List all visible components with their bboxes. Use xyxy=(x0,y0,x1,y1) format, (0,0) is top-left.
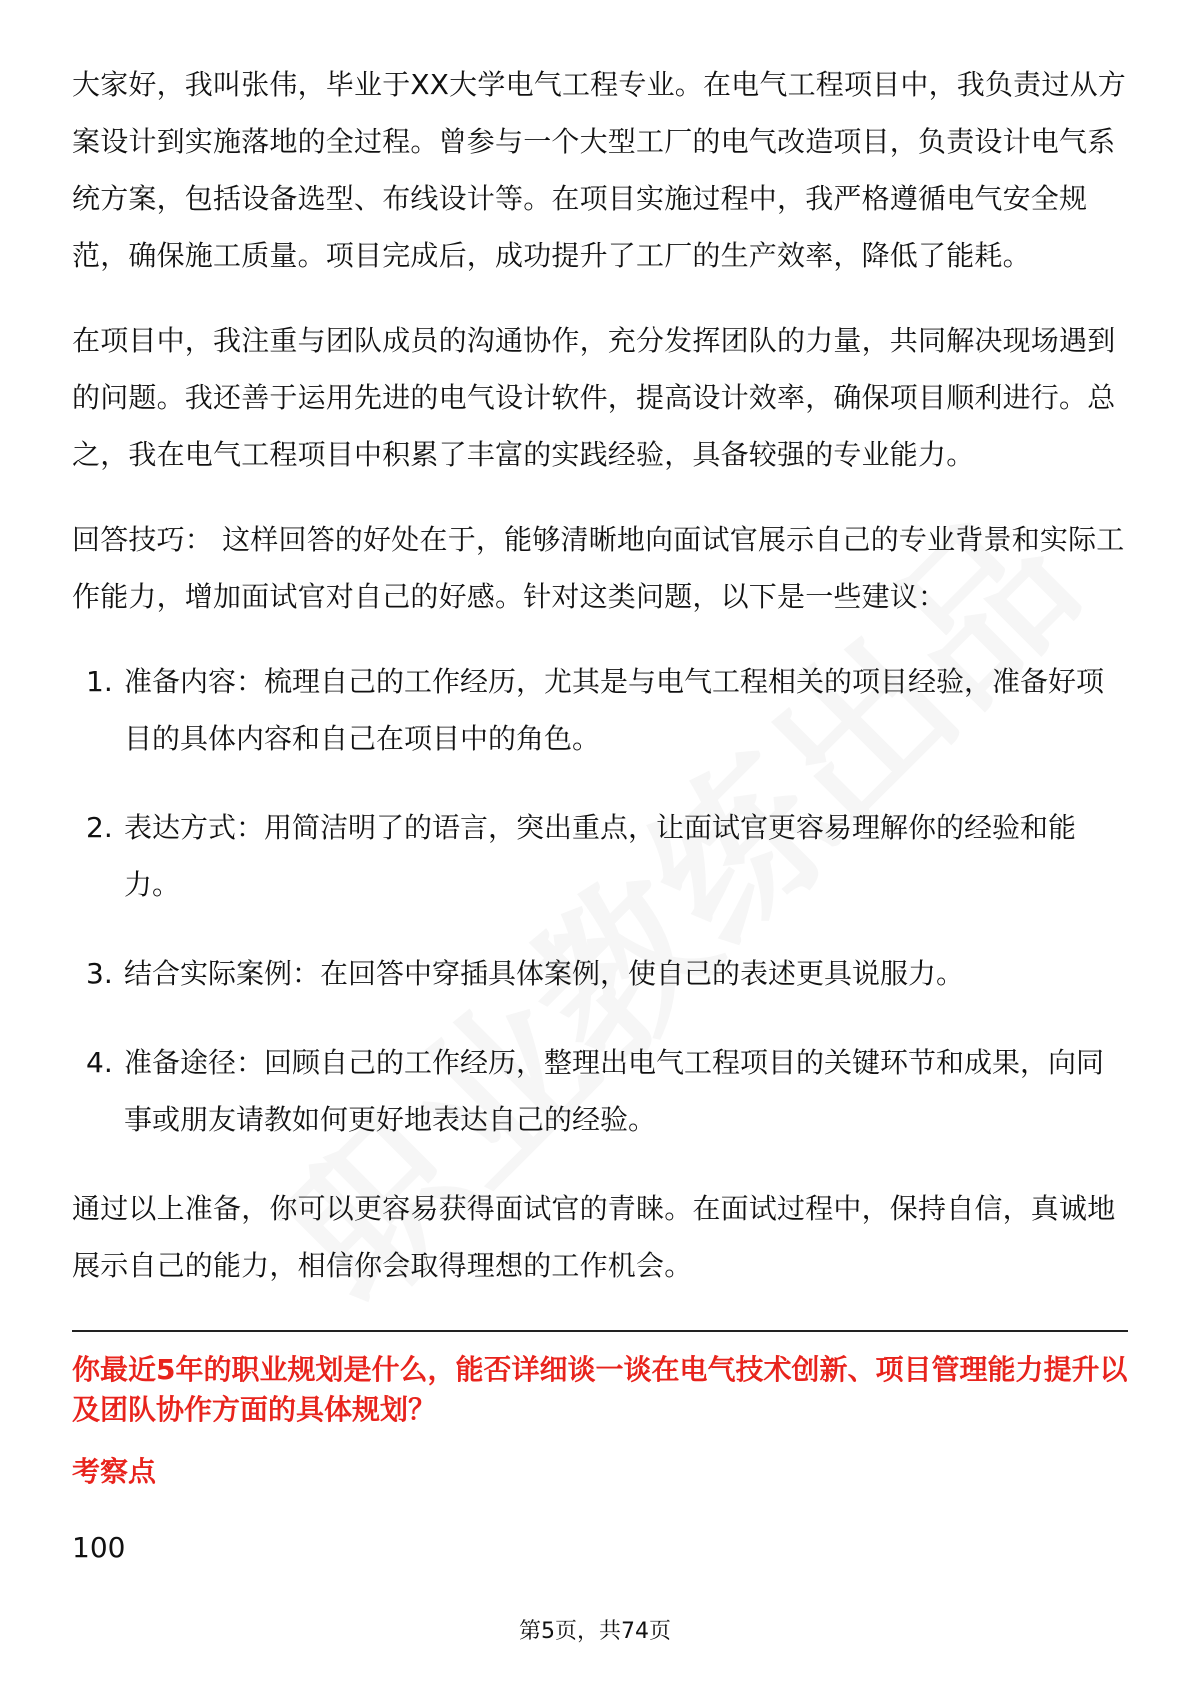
section-divider xyxy=(72,1330,1128,1332)
list-item-text: 表达方式：用简洁明了的语言，突出重点，让面试官更容易理解你的经验和能力。 xyxy=(124,811,1077,901)
document-body xyxy=(72,56,1128,1568)
answer-tips-intro: 回答技巧： 这样回答的好处在于，能够清晰地向面试官展示自己的专业背景和实际工作能力，增加面试官对自己的好感。针对这类问题，以下是一些建议： xyxy=(72,523,1125,613)
answer-paragraph-2: 在项目中，我注重与团队成员的沟通协作，充分发挥团队的力量，共同解决现场遇到的问题。我还善于运用先进的电气设计软件，提高设计效率，确保项目顺利进行。总之，我在电气工程项目中积累了丰富的实践经验，具备较强的专业能力。 xyxy=(72,324,1116,471)
page-number: 第5页，共74页 xyxy=(519,1619,671,1644)
list-item-text: 准备内容：梳理自己的工作经历，尤其是与电气工程相关的项目经验，准备好项目的具体内容和自己在项目中的角色。 xyxy=(124,665,1105,755)
next-question-title: 你最近5年的职业规划是什么，能否详细谈一谈在电气技术创新、项目管理能力提升以及团队协作方面的具体规划？ xyxy=(72,1353,1128,1426)
list-item-text: 结合实际案例：在回答中穿插具体案例，使自己的表述更具说服力。 xyxy=(124,957,965,990)
list-item xyxy=(72,799,1128,913)
list-item-number: 2. xyxy=(86,811,113,844)
list-item-text: 准备途径：回顾自己的工作经历，整理出电气工程项目的关键环节和成果，向同事或朋友请教如何更好地表达自己的经验。 xyxy=(124,1046,1105,1136)
answer-paragraph-1: 大家好，我叫张伟，毕业于XX大学电气工程专业。在电气工程项目中，我负责过从方案设计到实施落地的全过程。曾参与一个大型工厂的电气改造项目，负责设计电气系统方案，包括设备选型、布线设计等。在项目实施过程中，我严格遵循电气安全规范，确保施工质量。项目完成后，成功提升了工厂的生产效率，降低了能耗。 xyxy=(72,68,1126,272)
list-item xyxy=(72,945,1128,1002)
list-item xyxy=(72,1034,1128,1148)
list-item-number: 3. xyxy=(86,957,113,990)
list-item-number: 1. xyxy=(86,665,113,698)
assessment-point-label: 考察点 xyxy=(72,1455,157,1488)
list-item-number: 4. xyxy=(86,1046,113,1079)
list-item xyxy=(72,653,1128,767)
tips-list xyxy=(72,653,1128,1148)
assessment-point-value: 100 xyxy=(72,1531,126,1564)
closing-paragraph: 通过以上准备，你可以更容易获得面试官的青睐。在面试过程中，保持自信，真诚地展示自己的能力，相信你会取得理想的工作机会。 xyxy=(72,1192,1116,1282)
